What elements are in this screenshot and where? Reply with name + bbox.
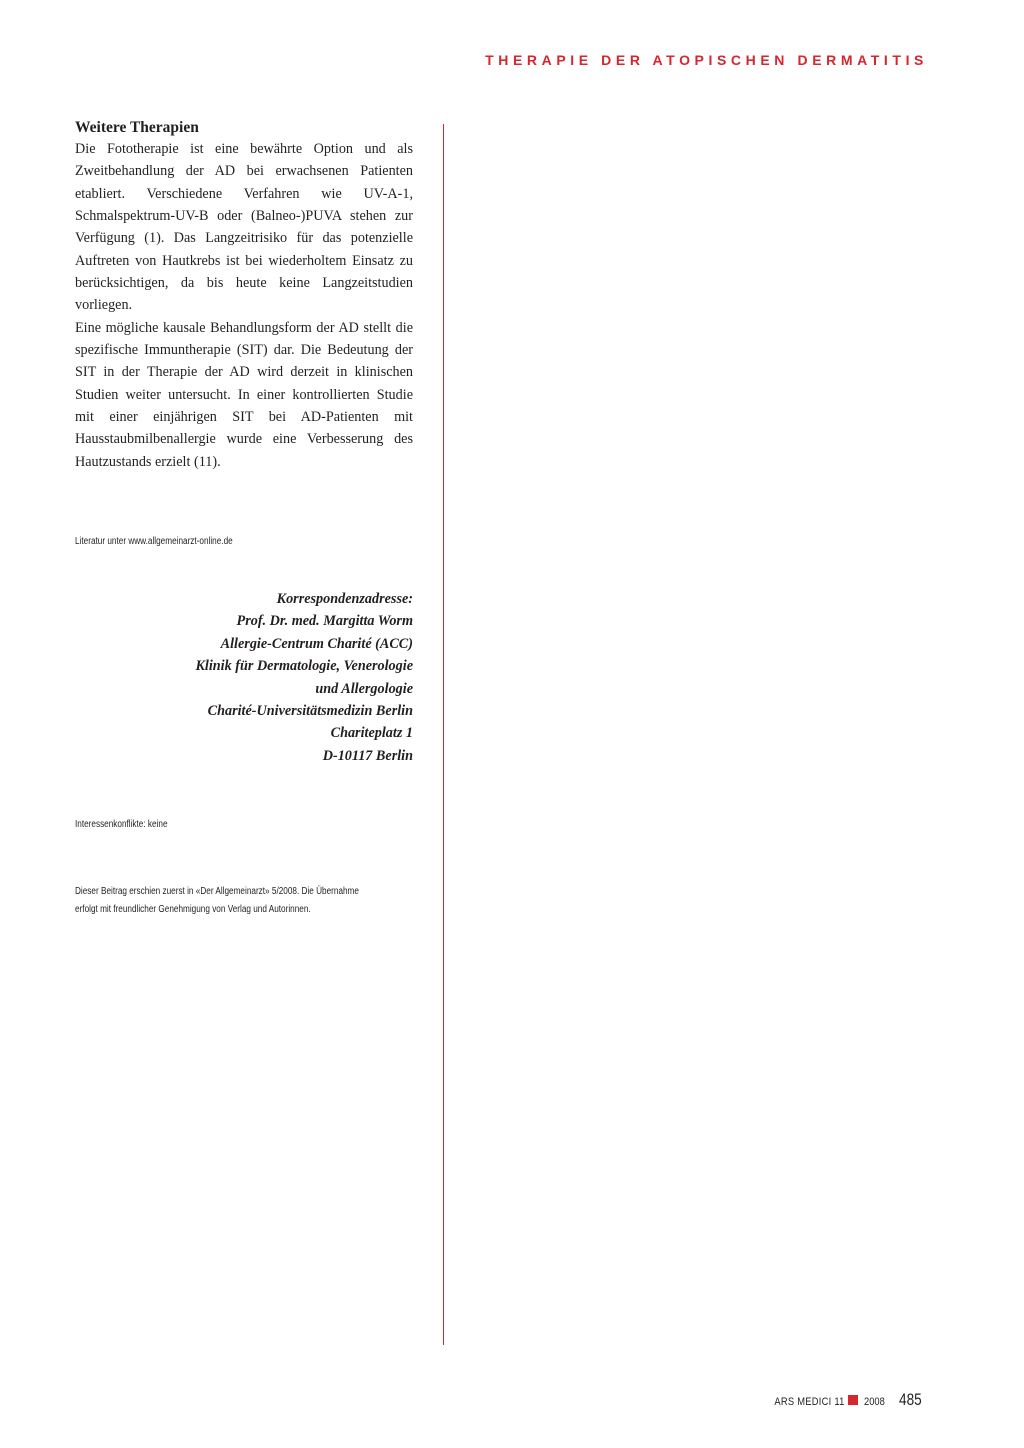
- column-divider: [443, 124, 444, 1345]
- address-line: und Allergologie: [315, 680, 413, 697]
- page-number: 485: [898, 1390, 922, 1409]
- section-heading: Weitere Therapien: [75, 119, 199, 136]
- address-line: Klinik für Dermatologie, Venerologie: [195, 658, 413, 675]
- running-title: THERAPIE DER ATOPISCHEN DERMATITIS: [485, 52, 928, 68]
- conflicts-note: Interessenkonflikte: keine: [75, 819, 168, 830]
- address-line: Korrespondenzadresse:: [276, 591, 413, 607]
- square-bullet-icon: [848, 1395, 858, 1405]
- paragraph-phototherapy: Die Fototherapie ist eine bewährte Option und als Zweitbehandlung der AD bei erwachsenen Patienten etabliert. Verschiedene Verfahren wie UV-A-1, Schmalspektrum-UV-B oder (Balneo-)PUVA stehen zur Verfügung (1). Das Langzeitrisiko für das potenzielle Auftreten von Hautkrebs ist bei wiederholtem Einsatz zu berücksichtigen, da bis heute keine Langzeitstudien vorliegen.: [75, 141, 413, 314]
- address-line: Charité-Universitätsmedizin Berlin: [207, 703, 413, 720]
- address-line: Chariteplatz 1: [330, 725, 413, 742]
- issue-year: 2008: [864, 1396, 885, 1408]
- address-line: Allergie-Centrum Charité (ACC): [220, 635, 413, 652]
- source-note-line: erfolgt mit freundlicher Genehmigung von Verlag und Autorinnen.: [75, 904, 311, 915]
- literature-note: Literatur unter www.allgemeinarzt-online.de: [75, 536, 233, 547]
- correspondence-address: [53, 588, 413, 767]
- paragraph-immunotherapy: Eine mögliche kausale Behandlungsform der AD stellt die spezifische Immuntherapie (SIT) dar. Die Bedeutung der SIT in der Therapie der AD wird derzeit in klinischen Studien weiter untersucht. In einer kontrollierten Studie mit einer einjährigen SIT bei AD-Patienten mit Hausstaubmilbenallergie wurde eine Verbesserung des Hautzustands erzielt (11).: [75, 319, 413, 470]
- journal-name: ARS MEDICI 11: [773, 1396, 845, 1408]
- main-column: [75, 118, 413, 473]
- source-note-line: Dieser Beitrag erschien zuerst in «Der Allgemeinarzt» 5/2008. Die Übernahme: [75, 886, 359, 897]
- source-note: [75, 883, 359, 919]
- address-line: Prof. Dr. med. Margitta Worm: [236, 613, 413, 630]
- page-footer: [762, 1390, 927, 1410]
- address-line: D-10117 Berlin: [322, 747, 413, 764]
